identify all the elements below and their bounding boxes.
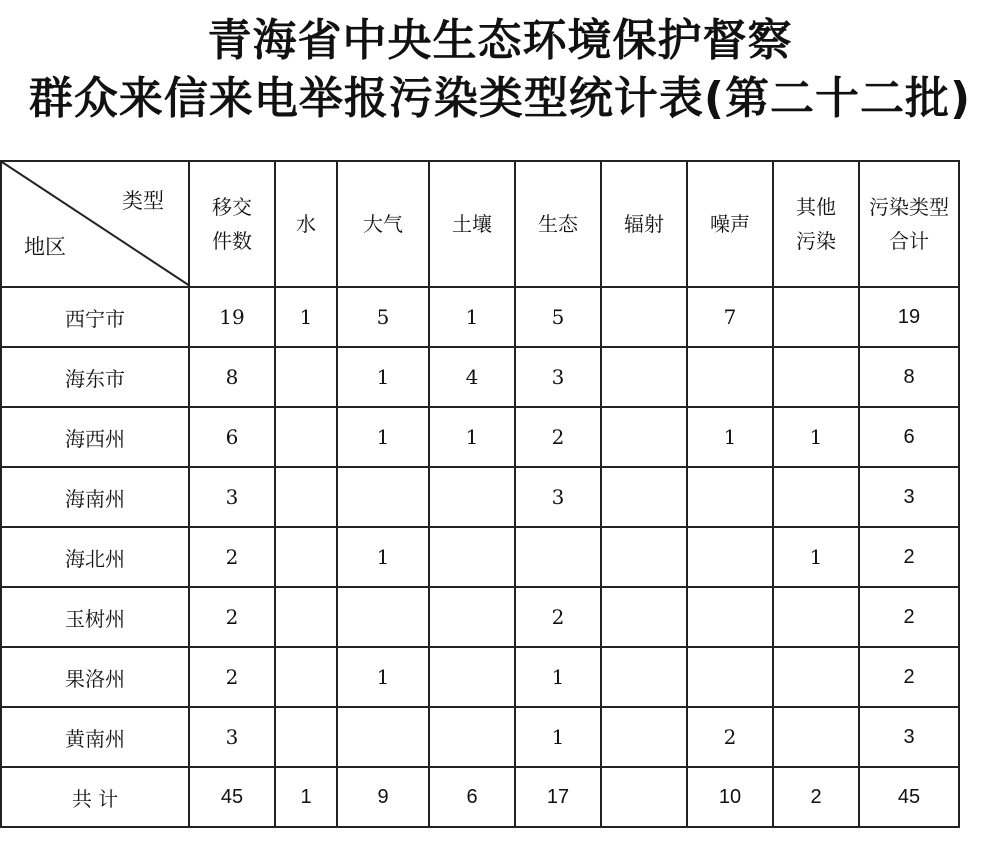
count-cell [337, 467, 429, 527]
count-cell: 1 [337, 347, 429, 407]
count-cell [275, 707, 337, 767]
count-cell: 2 [189, 527, 275, 587]
column-header-line-1: 移交 [212, 195, 252, 219]
count-cell [601, 467, 687, 527]
row-total-cell: 8 [859, 347, 959, 407]
count-cell: 1 [275, 287, 337, 347]
column-header-line-2: 件数 [212, 229, 252, 253]
column-header [337, 161, 429, 287]
count-cell [601, 347, 687, 407]
corner-type-label: 类型 [122, 189, 164, 213]
count-cell [773, 707, 859, 767]
total-cell: 9 [337, 767, 429, 827]
count-cell: 1 [773, 527, 859, 587]
count-cell: 2 [515, 407, 601, 467]
row-total-cell: 2 [859, 587, 959, 647]
count-cell [687, 347, 773, 407]
count-cell: 2 [189, 647, 275, 707]
region-cell: 玉树州 [1, 587, 189, 647]
row-total-cell: 6 [859, 407, 959, 467]
pollution-type-table [0, 160, 960, 828]
count-cell: 1 [337, 407, 429, 467]
column-header [275, 161, 337, 287]
total-cell: 6 [429, 767, 515, 827]
column-header [687, 161, 773, 287]
count-cell [275, 467, 337, 527]
count-cell: 5 [515, 287, 601, 347]
count-cell [337, 707, 429, 767]
total-cell: 17 [515, 767, 601, 827]
column-header-line-1: 水 [296, 212, 316, 236]
count-cell: 19 [189, 287, 275, 347]
table-row [1, 467, 959, 527]
count-cell [429, 527, 515, 587]
count-cell [429, 647, 515, 707]
count-cell [429, 467, 515, 527]
region-cell: 西宁市 [1, 287, 189, 347]
count-cell: 3 [189, 467, 275, 527]
title-line-2: 群众来信来电举报污染类型统计表(第二十二批) [28, 73, 972, 124]
column-header-line-2: 合计 [889, 229, 929, 253]
count-cell: 1 [337, 527, 429, 587]
column-header-line-1: 其他 [796, 195, 836, 219]
count-cell [773, 347, 859, 407]
count-cell [275, 587, 337, 647]
count-cell [429, 587, 515, 647]
count-cell: 3 [515, 347, 601, 407]
column-header [429, 161, 515, 287]
row-total-cell: 2 [859, 527, 959, 587]
region-cell: 海南州 [1, 467, 189, 527]
count-cell: 1 [515, 707, 601, 767]
count-cell [601, 587, 687, 647]
count-cell [275, 647, 337, 707]
count-cell [601, 707, 687, 767]
count-cell [601, 287, 687, 347]
total-cell: 45 [859, 767, 959, 827]
table-row [1, 587, 959, 647]
count-cell [773, 467, 859, 527]
column-header-line-1: 生态 [538, 212, 578, 236]
column-header-line-1: 辐射 [624, 212, 664, 236]
count-cell [687, 587, 773, 647]
region-cell: 果洛州 [1, 647, 189, 707]
table-row [1, 407, 959, 467]
count-cell: 1 [337, 647, 429, 707]
column-header [859, 161, 959, 287]
table-row [1, 647, 959, 707]
region-cell: 海北州 [1, 527, 189, 587]
region-cell: 海西州 [1, 407, 189, 467]
row-total-cell: 3 [859, 707, 959, 767]
count-cell: 3 [515, 467, 601, 527]
count-cell [773, 287, 859, 347]
count-cell: 6 [189, 407, 275, 467]
diagonal-divider [2, 162, 190, 286]
column-header [601, 161, 687, 287]
column-header-line-1: 大气 [363, 212, 403, 236]
row-total-cell: 2 [859, 647, 959, 707]
count-cell: 2 [687, 707, 773, 767]
column-header [189, 161, 275, 287]
count-cell [275, 407, 337, 467]
header-row [1, 161, 959, 287]
count-cell [773, 587, 859, 647]
count-cell: 1 [773, 407, 859, 467]
total-cell: 10 [687, 767, 773, 827]
total-cell: 45 [189, 767, 275, 827]
total-cell [601, 767, 687, 827]
row-total-cell: 19 [859, 287, 959, 347]
count-cell: 8 [189, 347, 275, 407]
column-header [773, 161, 859, 287]
total-cell: 1 [275, 767, 337, 827]
count-cell: 7 [687, 287, 773, 347]
count-cell [773, 647, 859, 707]
column-header-line-1: 土壤 [452, 212, 492, 236]
count-cell: 4 [429, 347, 515, 407]
count-cell [687, 527, 773, 587]
count-cell: 1 [515, 647, 601, 707]
count-cell: 2 [515, 587, 601, 647]
count-cell: 1 [429, 407, 515, 467]
table-row [1, 287, 959, 347]
total-row [1, 767, 959, 827]
column-header [515, 161, 601, 287]
count-cell [429, 707, 515, 767]
count-cell: 1 [687, 407, 773, 467]
corner-header-cell [1, 161, 189, 287]
corner-region-label: 地区 [24, 235, 66, 259]
count-cell [687, 467, 773, 527]
column-header-line-1: 污染类型 [869, 195, 949, 219]
table-row [1, 347, 959, 407]
count-cell: 3 [189, 707, 275, 767]
count-cell: 2 [189, 587, 275, 647]
count-cell [275, 527, 337, 587]
total-label-cell: 共 计 [1, 767, 189, 827]
count-cell: 1 [429, 287, 515, 347]
column-header-line-2: 污染 [796, 229, 836, 253]
count-cell [337, 587, 429, 647]
column-header-line-1: 噪声 [710, 212, 750, 236]
count-cell [515, 527, 601, 587]
total-cell: 2 [773, 767, 859, 827]
table-row [1, 707, 959, 767]
region-cell: 黄南州 [1, 707, 189, 767]
count-cell: 5 [337, 287, 429, 347]
count-cell [275, 347, 337, 407]
count-cell [601, 407, 687, 467]
count-cell [601, 647, 687, 707]
row-total-cell: 3 [859, 467, 959, 527]
title-line-1: 青海省中央生态环境保护督察 [207, 15, 793, 66]
table-row [1, 527, 959, 587]
count-cell [601, 527, 687, 587]
region-cell: 海东市 [1, 347, 189, 407]
count-cell [687, 647, 773, 707]
